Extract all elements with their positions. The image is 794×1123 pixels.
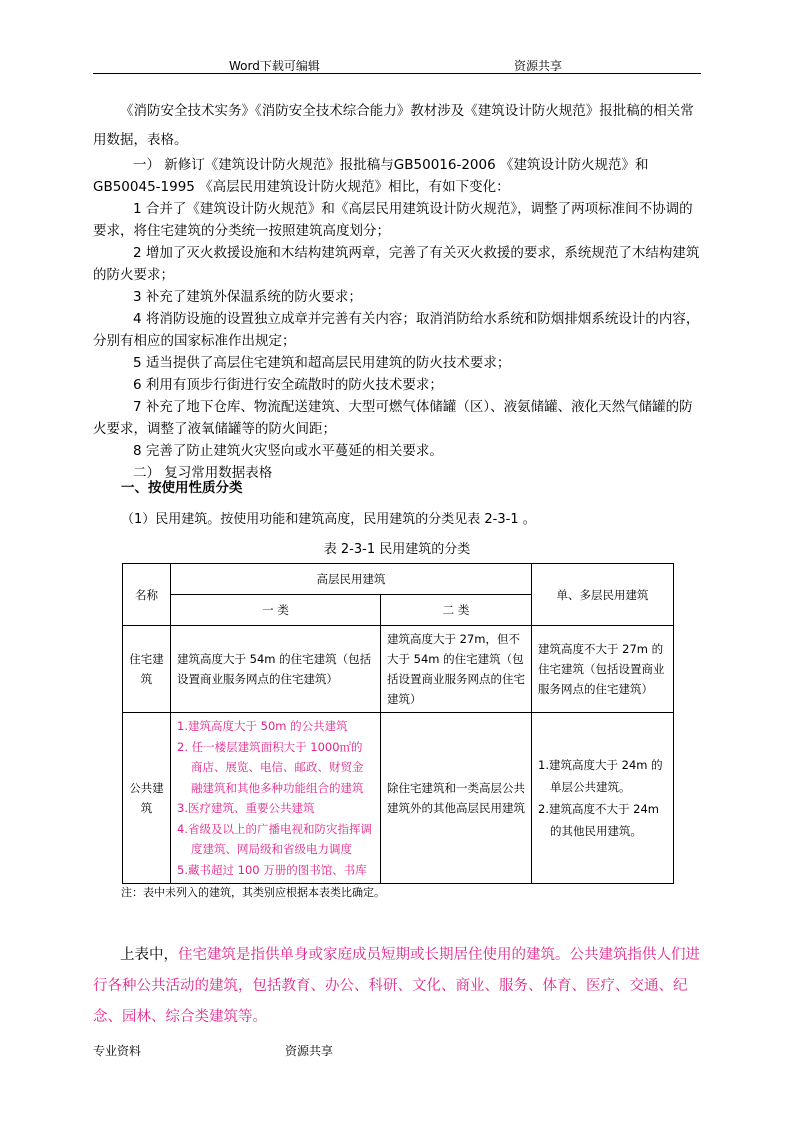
header-right: 资源共享 — [514, 59, 563, 73]
header-class-2: 二 类 — [381, 595, 532, 626]
change-item: 1 合并了《建筑设计防火规范》和《高层民用建筑设计防火规范》，调整了两项标准间不协调的要求，将住宅建筑的分类统一按照建筑高度划分； — [93, 201, 693, 239]
public-class-1-item: 4.省级及以上的广播电视和防灾指挥调度建筑、网局级和省级电力调度 — [177, 821, 372, 856]
change-item: 5 适当提供了高层住宅建筑和超高层民用建筑的防火技术要求； — [133, 355, 511, 371]
closing-paragraph — [93, 940, 703, 1033]
section-title: 一、按使用性质分类 — [121, 480, 243, 496]
building-classification-table — [122, 563, 674, 884]
residential-low-rise: 建筑高度不大于 27m 的住宅建筑（包括设置商业服务网点的住宅建筑） — [532, 626, 674, 713]
public-class-1-item: 5.藏书超过 100 万册的图书馆、书库 — [177, 862, 367, 877]
change-item: 2 增加了灭火救援设施和木结构建筑两章，完善了有关灭火救援的要求，系统规范了木结构建筑的防火要求； — [93, 245, 700, 283]
header-name: 名称 — [123, 564, 171, 626]
part2-title: 二） 复习常用数据表格 — [133, 465, 273, 481]
public-class-1-item: 2. 任一楼层建筑面积大于 1000㎡的商店、展览、电信、邮政、财贸金融建筑和其他多种功能组合的建筑 — [177, 739, 364, 795]
public-class-1 — [171, 713, 381, 884]
footer-right: 资源共享 — [285, 1044, 334, 1058]
public-low-rise-item: 1.建筑高度大于 24m 的单层公共建筑。 — [538, 758, 663, 794]
residential-class-2: 建筑高度大于 27m，但不大于 54m 的住宅建筑（包括设置商业服务网点的住宅建筑） — [381, 626, 532, 713]
header-left: Word下载可编辑 — [229, 59, 320, 73]
change-item: 4 将消防设施的设置独立成章并完善有关内容；取消消防给水系统和防烟排烟系统设计的内容，分别有相应的国家标准作出规定； — [93, 311, 700, 349]
residential-class-1: 建筑高度大于 54m 的住宅建筑（包括设置商业服务网点的住宅建筑） — [171, 626, 381, 713]
table-caption: 表 2-3-1 民用建筑的分类 — [323, 542, 471, 557]
change-item: 3 补充了建筑外保温系统的防火要求； — [133, 289, 362, 305]
closing-lead: 上表中， — [120, 947, 178, 963]
row-label-residential: 住宅建筑 — [123, 626, 171, 713]
closing-highlight: 住宅建筑是指供单身或家庭成员短期或长期居住使用的建筑。公共建筑指供人们进行各种公共活动的建筑，包括教育、办公、科研、文化、商业、服务、体育、医疗、交通、纪念、园林、综合类建筑等。 — [93, 947, 700, 1025]
public-low-rise — [532, 713, 674, 884]
header-rule — [93, 73, 701, 74]
change-item: 6 利用有顶步行街进行安全疏散时的防火技术要求； — [133, 377, 443, 393]
public-class-2: 除住宅建筑和一类高层公共建筑外的其他高层民用建筑 — [381, 713, 532, 884]
part1-title: 一） 新修订《建筑设计防火规范》报批稿与GB50016-2006 《建筑设计防火规范》和GB50045-1995 《高层民用建筑设计防火规范》相比，有如下变化： — [93, 157, 649, 195]
intro-block — [93, 97, 703, 155]
public-class-1-item: 1.建筑高度大于 50m 的公共建筑 — [177, 719, 348, 733]
change-item: 8 完善了防止建筑火灾竖向或水平蔓延的相关要求。 — [133, 443, 443, 459]
row-label-public: 公共建筑 — [123, 713, 171, 884]
footer-left: 专业资料 — [93, 1044, 142, 1058]
header-class-1: 一 类 — [171, 595, 381, 626]
table-note: 注：表中未列入的建筑，其类别应根据本表类比确定。 — [121, 886, 385, 899]
change-item: 7 补充了地下仓库、物流配送建筑、大型可燃气体储罐（区）、液氨储罐、液化天然气储罐的防火要求，调整了液氧储罐等的防火间距； — [93, 399, 693, 437]
header-high-rise: 高层民用建筑 — [171, 564, 532, 595]
public-class-1-item: 3.医疗建筑、重要公共建筑 — [177, 801, 315, 815]
public-low-rise-item: 2.建筑高度不大于 24m 的其他民用建筑。 — [538, 802, 659, 838]
changes-block — [93, 154, 703, 484]
table-intro-paragraph: （1）民用建筑。按使用功能和建筑高度，民用建筑的分类见表 2-3-1 。 — [121, 512, 536, 527]
header-low-rise: 单、多层民用建筑 — [532, 564, 674, 626]
intro-paragraph: 《消防安全技术实务》《消防安全技术综合能力》教材涉及《建筑设计防火规范》报批稿的相关常用数据，表格。 — [93, 103, 694, 148]
